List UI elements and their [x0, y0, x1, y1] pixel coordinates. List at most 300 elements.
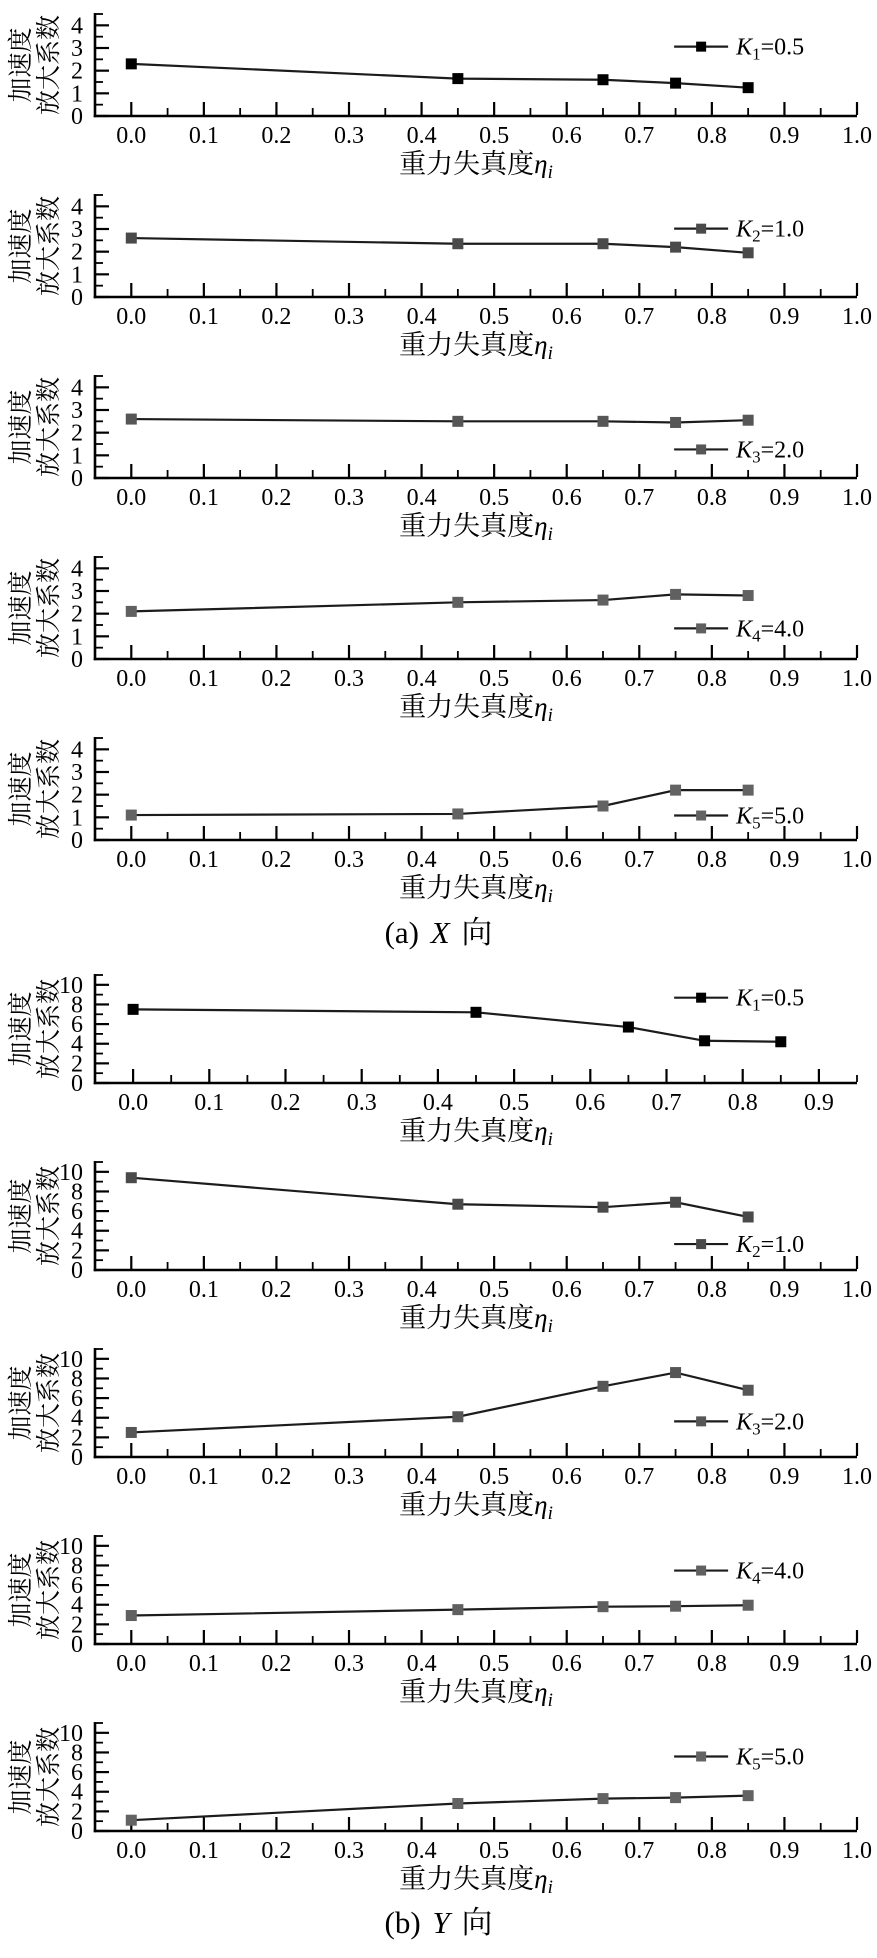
section-b-prefix: (b): [384, 1905, 421, 1940]
x-tick-label: 0.3: [334, 1651, 364, 1677]
x-tick-label: 0.1: [188, 1838, 219, 1864]
x-tick-label: 0.9: [803, 1090, 834, 1116]
x-tick-label: 0.4: [406, 1277, 437, 1303]
data-point-marker: [743, 1600, 754, 1611]
legend-label: $K_2=1.0$: [736, 216, 805, 246]
series-line: [131, 419, 748, 422]
y-tick-label: 4: [71, 375, 83, 402]
y-tick-label: 4: [71, 1405, 83, 1432]
y-axis-title-line1: 加速度: [8, 751, 35, 827]
series-line: [131, 64, 748, 88]
x-tick-label: 0.7: [624, 485, 655, 511]
data-point-marker: [126, 810, 137, 821]
y-tick-label: 3: [71, 398, 83, 424]
y-tick-label: 2: [71, 58, 83, 85]
y-axis-title-line2: 放大系数: [36, 978, 63, 1080]
x-tick-label: 0.2: [261, 123, 292, 149]
x-tick-label: 0.8: [696, 1277, 727, 1303]
x-tick-label: 1.0: [842, 485, 872, 511]
x-tick-label: 0.0: [116, 1838, 147, 1864]
x-tick-label: 0.3: [334, 1838, 364, 1864]
legend-label: $K_3=2.0$: [736, 437, 805, 467]
legend: [674, 1744, 804, 1773]
data-point-marker: [598, 1202, 609, 1213]
x-tick-label: 0.2: [261, 847, 292, 873]
legend: [674, 1409, 804, 1438]
y-tick-label: 1: [71, 805, 83, 832]
x-tick-label: 0.5: [499, 1090, 530, 1116]
y-tick-label: 1: [71, 81, 83, 108]
x-tick-label: 0.2: [261, 1464, 292, 1490]
x-tick-label: 0.2: [270, 1090, 301, 1116]
x-tick-label: 1.0: [842, 1277, 872, 1303]
data-point-marker: [598, 1381, 609, 1392]
y-tick-label: 0: [71, 466, 83, 492]
y-tick-label: 0: [71, 1445, 83, 1471]
y-axis-title-line1: 加速度: [8, 1178, 35, 1254]
x-tick-label: 0.8: [696, 304, 727, 330]
chart-a-K2=1.0: [0, 183, 877, 359]
series-line: [131, 790, 748, 815]
section-b-label: [0, 1898, 877, 1958]
y-tick-label: 3: [71, 36, 83, 62]
x-tick-label: 0.2: [261, 1651, 292, 1677]
x-tick-label: 0.8: [696, 666, 727, 692]
x-tick-label: 0.9: [769, 485, 800, 511]
data-point-marker: [743, 1211, 754, 1222]
data-point-marker: [598, 595, 609, 606]
y-tick-label: 4: [71, 737, 83, 764]
x-tick-label: 0.3: [334, 304, 364, 330]
data-point-marker: [452, 238, 463, 249]
y-tick-label: 10: [59, 1346, 83, 1373]
data-point-marker: [452, 597, 463, 608]
data-point-marker: [670, 1197, 681, 1208]
data-point-marker: [452, 1199, 463, 1210]
x-axis-title: 重力失真度ηi: [399, 1116, 553, 1145]
data-point-marker: [670, 1792, 681, 1803]
legend-marker: [696, 1751, 706, 1761]
chart-a-K3=2.0: [0, 364, 877, 540]
y-tick-label: 4: [71, 1592, 83, 1619]
y-axis-title-line2: 放大系数: [36, 376, 63, 478]
x-tick-label: 0.5: [479, 666, 510, 692]
x-tick-label: 0.3: [334, 485, 364, 511]
y-tick-label: 6: [71, 1199, 83, 1226]
x-tick-label: 0.9: [769, 1651, 800, 1677]
y-tick-label: 0: [71, 1258, 83, 1284]
data-point-marker: [126, 414, 137, 425]
data-point-marker: [126, 58, 137, 69]
x-tick-label: 0.3: [334, 666, 364, 692]
chart-a-K1=0.5: [0, 2, 877, 178]
data-point-marker: [128, 1004, 139, 1015]
x-tick-label: 0.7: [624, 1277, 655, 1303]
x-tick-label: 0.3: [334, 847, 364, 873]
y-tick-label: 8: [71, 1179, 83, 1206]
y-tick-label: 3: [71, 760, 83, 786]
x-tick-label: 0.9: [769, 1838, 800, 1864]
x-axis-title: 重力失真度ηi: [399, 873, 553, 902]
x-tick-label: 1.0: [842, 666, 872, 692]
y-tick-label: 2: [71, 239, 83, 266]
x-tick-label: 0.5: [479, 304, 510, 330]
x-tick-label: 0.2: [261, 304, 292, 330]
data-point-marker: [743, 1790, 754, 1801]
data-point-marker: [670, 78, 681, 89]
x-tick-label: 1.0: [842, 1651, 872, 1677]
data-point-marker: [670, 785, 681, 796]
data-point-marker: [743, 415, 754, 426]
x-tick-label: 0.7: [651, 1090, 682, 1116]
charts-y-direction: [0, 963, 877, 1898]
x-axis-title: 重力失真度ηi: [399, 1677, 553, 1706]
x-tick-label: 0.9: [769, 666, 800, 692]
y-tick-label: 10: [59, 1159, 83, 1186]
y-tick-label: 2: [71, 1238, 83, 1265]
series-line: [131, 1373, 748, 1433]
chart-a-K5=5.0: [0, 726, 877, 902]
chart-a-K4=4.0: [0, 545, 877, 721]
data-point-marker: [775, 1036, 786, 1047]
x-tick-label: 0.0: [116, 1464, 147, 1490]
chart-b-K2=1.0: [0, 1150, 877, 1332]
legend-marker: [696, 224, 706, 234]
x-tick-label: 0.4: [422, 1090, 453, 1116]
y-tick-label: 6: [71, 1760, 83, 1787]
y-axis-title-line1: 加速度: [8, 991, 35, 1067]
x-tick-label: 0.2: [261, 485, 292, 511]
x-tick-label: 0.7: [624, 304, 655, 330]
y-axis-title-line2: 放大系数: [36, 557, 63, 659]
x-axis-title: 重力失真度ηi: [399, 511, 553, 540]
x-tick-label: 0.4: [406, 123, 437, 149]
data-point-marker: [743, 590, 754, 601]
x-tick-label: 0.9: [769, 1464, 800, 1490]
x-tick-label: 0.0: [116, 847, 147, 873]
x-tick-label: 0.4: [406, 1838, 437, 1864]
legend: [674, 616, 804, 645]
y-tick-label: 2: [71, 420, 83, 447]
y-tick-label: 0: [71, 647, 83, 673]
x-tick-label: 0.6: [551, 304, 582, 330]
x-tick-label: 0.5: [479, 1838, 510, 1864]
chart-b-K1=0.5: [0, 963, 877, 1145]
chart-b-K3=2.0: [0, 1337, 877, 1519]
x-tick-label: 0.1: [194, 1090, 225, 1116]
x-tick-label: 0.8: [696, 485, 727, 511]
x-axis-title: 重力失真度ηi: [399, 692, 553, 721]
x-tick-label: 0.0: [118, 1090, 149, 1116]
legend: [674, 437, 804, 466]
data-point-marker: [452, 1604, 463, 1615]
y-tick-label: 8: [71, 992, 83, 1019]
legend-label: $K_1=0.5$: [736, 985, 805, 1015]
x-tick-label: 0.0: [116, 1651, 147, 1677]
x-tick-label: 0.7: [624, 1838, 655, 1864]
series-line: [131, 1796, 748, 1821]
y-tick-label: 0: [71, 1071, 83, 1097]
data-point-marker: [471, 1007, 482, 1018]
chart-b-K4=4.0: [0, 1524, 877, 1706]
x-tick-label: 0.7: [624, 1651, 655, 1677]
data-point-marker: [743, 785, 754, 796]
y-axis-title-line1: 加速度: [8, 389, 35, 465]
legend: [674, 986, 804, 1015]
data-point-marker: [598, 238, 609, 249]
y-tick-label: 6: [71, 1573, 83, 1600]
y-axis-title-line1: 加速度: [8, 27, 35, 103]
data-point-marker: [126, 1610, 137, 1621]
y-tick-label: 1: [71, 262, 83, 289]
x-tick-label: 0.3: [334, 1277, 364, 1303]
x-tick-label: 0.5: [479, 123, 510, 149]
x-tick-label: 0.1: [188, 123, 219, 149]
x-axis-title: 重力失真度ηi: [399, 149, 553, 178]
data-point-marker: [670, 1367, 681, 1378]
y-tick-label: 4: [71, 13, 83, 40]
y-tick-label: 8: [71, 1366, 83, 1393]
x-tick-label: 0.5: [479, 1651, 510, 1677]
x-tick-label: 0.4: [406, 666, 437, 692]
y-tick-label: 2: [71, 782, 83, 809]
y-tick-label: 0: [71, 104, 83, 130]
x-tick-label: 0.3: [334, 123, 364, 149]
chart-b-K5=5.0: [0, 1711, 877, 1893]
legend-marker: [696, 993, 706, 1003]
y-axis-title-line2: 放大系数: [36, 14, 63, 116]
x-axis-title: 重力失真度ηi: [399, 1864, 553, 1893]
y-tick-label: 10: [59, 1720, 83, 1747]
y-tick-label: 3: [71, 579, 83, 605]
data-point-marker: [126, 606, 137, 617]
series-line: [131, 238, 748, 253]
series-line: [133, 1009, 781, 1041]
data-point-marker: [452, 73, 463, 84]
x-tick-label: 0.1: [188, 1651, 219, 1677]
legend-marker: [696, 623, 706, 633]
section-a-suffix: 向: [461, 915, 493, 950]
y-axis-title-line2: 放大系数: [36, 1165, 63, 1267]
section-b-suffix: 向: [461, 1905, 493, 1940]
y-tick-label: 0: [71, 285, 83, 311]
data-point-marker: [126, 233, 137, 244]
x-tick-label: 0.7: [624, 123, 655, 149]
x-tick-label: 0.7: [624, 1464, 655, 1490]
y-tick-label: 1: [71, 443, 83, 470]
x-tick-label: 0.4: [406, 1464, 437, 1490]
x-tick-label: 0.0: [116, 485, 147, 511]
x-tick-label: 0.7: [624, 666, 655, 692]
y-axis-title-line2: 放大系数: [36, 1352, 63, 1454]
x-tick-label: 0.8: [696, 1838, 727, 1864]
y-tick-label: 4: [71, 1031, 83, 1058]
x-tick-label: 1.0: [842, 1838, 872, 1864]
x-tick-label: 0.6: [551, 847, 582, 873]
x-tick-label: 0.1: [188, 304, 219, 330]
x-tick-label: 0.0: [116, 666, 147, 692]
y-tick-label: 4: [71, 556, 83, 583]
x-tick-label: 0.6: [575, 1090, 606, 1116]
x-tick-label: 0.1: [188, 847, 219, 873]
series-line: [131, 1605, 748, 1615]
section-a-axis: X: [430, 915, 450, 950]
legend-marker: [696, 42, 706, 52]
x-tick-label: 0.8: [696, 1651, 727, 1677]
section-b-axis: Y: [432, 1905, 450, 1940]
x-tick-label: 0.8: [696, 847, 727, 873]
x-tick-label: 0.8: [727, 1090, 758, 1116]
x-tick-label: 0.1: [188, 666, 219, 692]
y-tick-label: 0: [71, 1819, 83, 1845]
y-tick-label: 2: [71, 1612, 83, 1639]
data-point-marker: [598, 416, 609, 427]
section-a-label: [0, 907, 877, 963]
x-tick-label: 0.9: [769, 1277, 800, 1303]
x-tick-label: 0.4: [406, 847, 437, 873]
y-tick-label: 2: [71, 601, 83, 628]
y-tick-label: 0: [71, 1632, 83, 1658]
x-tick-label: 0.2: [261, 1277, 292, 1303]
legend-label: $K_4=4.0$: [736, 1558, 805, 1588]
x-axis-title: 重力失真度ηi: [399, 330, 553, 359]
x-tick-label: 0.2: [261, 1838, 292, 1864]
x-tick-label: 0.6: [551, 1464, 582, 1490]
x-axis-title: 重力失真度ηi: [399, 1490, 553, 1519]
data-point-marker: [699, 1035, 710, 1046]
x-tick-label: 1.0: [842, 1464, 872, 1490]
y-axis-title-line2: 放大系数: [36, 1726, 63, 1828]
x-tick-label: 0.3: [346, 1090, 377, 1116]
legend-label: $K_5=5.0$: [736, 803, 805, 833]
charts-x-direction: [0, 2, 877, 907]
y-axis-title-line1: 加速度: [8, 208, 35, 284]
y-tick-label: 6: [71, 1386, 83, 1413]
legend-label: $K_2=1.0$: [736, 1232, 805, 1262]
x-tick-label: 0.3: [334, 1464, 364, 1490]
x-tick-label: 1.0: [842, 123, 872, 149]
series-line: [131, 1178, 748, 1217]
data-point-marker: [452, 808, 463, 819]
data-point-marker: [670, 242, 681, 253]
data-point-marker: [598, 74, 609, 85]
y-tick-label: 2: [71, 1051, 83, 1078]
data-point-marker: [623, 1022, 634, 1033]
legend-marker: [696, 1416, 706, 1426]
x-tick-label: 0.1: [188, 1464, 219, 1490]
y-axis-title-line1: 加速度: [8, 570, 35, 646]
y-tick-label: 8: [71, 1740, 83, 1767]
x-tick-label: 0.2: [261, 666, 292, 692]
x-tick-label: 0.4: [406, 304, 437, 330]
legend-label: $K_4=4.0$: [736, 616, 805, 646]
data-point-marker: [670, 417, 681, 428]
y-tick-label: 4: [71, 1218, 83, 1245]
y-tick-label: 4: [71, 1779, 83, 1806]
y-axis-title-line2: 放大系数: [36, 195, 63, 297]
x-tick-label: 0.6: [551, 1838, 582, 1864]
y-tick-label: 2: [71, 1799, 83, 1826]
section-a-prefix: (a): [384, 915, 419, 950]
data-point-marker: [452, 1798, 463, 1809]
x-tick-label: 1.0: [842, 304, 872, 330]
y-axis-title-line2: 放大系数: [36, 1539, 63, 1641]
y-tick-label: 6: [71, 1012, 83, 1039]
data-point-marker: [598, 1601, 609, 1612]
y-tick-label: 10: [59, 1533, 83, 1560]
series-line: [131, 594, 748, 611]
y-tick-label: 10: [59, 972, 83, 999]
x-tick-label: 0.9: [769, 304, 800, 330]
legend: [674, 35, 804, 64]
x-tick-label: 0.4: [406, 485, 437, 511]
x-tick-label: 0.7: [624, 847, 655, 873]
y-axis-title-line1: 加速度: [8, 1365, 35, 1441]
data-point-marker: [743, 247, 754, 258]
x-tick-label: 0.6: [551, 1277, 582, 1303]
data-point-marker: [598, 1793, 609, 1804]
y-tick-label: 8: [71, 1553, 83, 1580]
x-tick-label: 0.6: [551, 123, 582, 149]
x-tick-label: 0.5: [479, 1464, 510, 1490]
x-tick-label: 0.0: [116, 304, 147, 330]
data-point-marker: [126, 1427, 137, 1438]
x-tick-label: 0.4: [406, 1651, 437, 1677]
legend: [674, 1232, 804, 1261]
data-point-marker: [452, 1411, 463, 1422]
legend: [674, 217, 804, 246]
legend-label: $K_3=2.0$: [736, 1409, 805, 1439]
data-point-marker: [598, 801, 609, 812]
data-point-marker: [452, 416, 463, 427]
legend-label: $K_1=0.5$: [736, 34, 805, 64]
x-tick-label: 0.9: [769, 847, 800, 873]
x-tick-label: 0.5: [479, 1277, 510, 1303]
legend-marker: [696, 1566, 706, 1576]
legend-marker: [696, 811, 706, 821]
x-tick-label: 0.5: [479, 847, 510, 873]
y-axis-title-line1: 加速度: [8, 1739, 35, 1815]
y-tick-label: 4: [71, 194, 83, 221]
legend-marker: [696, 444, 706, 454]
y-tick-label: 2: [71, 1425, 83, 1452]
x-tick-label: 1.0: [842, 847, 872, 873]
x-tick-label: 0.6: [551, 666, 582, 692]
y-tick-label: 1: [71, 624, 83, 651]
x-tick-label: 0.6: [551, 1651, 582, 1677]
legend-label: $K_5=5.0$: [736, 1744, 805, 1774]
x-tick-label: 0.5: [479, 485, 510, 511]
x-tick-label: 0.8: [696, 123, 727, 149]
data-point-marker: [126, 1815, 137, 1826]
x-tick-label: 0.8: [696, 1464, 727, 1490]
legend: [674, 1559, 804, 1588]
y-axis-title-line1: 加速度: [8, 1552, 35, 1628]
data-point-marker: [743, 1385, 754, 1396]
x-tick-label: 0.0: [116, 1277, 147, 1303]
y-tick-label: 3: [71, 217, 83, 243]
data-point-marker: [670, 1601, 681, 1612]
y-axis-title-line2: 放大系数: [36, 738, 63, 840]
x-tick-label: 0.1: [188, 1277, 219, 1303]
x-tick-label: 0.6: [551, 485, 582, 511]
data-point-marker: [670, 589, 681, 600]
data-point-marker: [126, 1172, 137, 1183]
legend: [674, 804, 804, 833]
x-axis-title: 重力失真度ηi: [399, 1303, 553, 1332]
legend-marker: [696, 1239, 706, 1249]
data-point-marker: [743, 82, 754, 93]
